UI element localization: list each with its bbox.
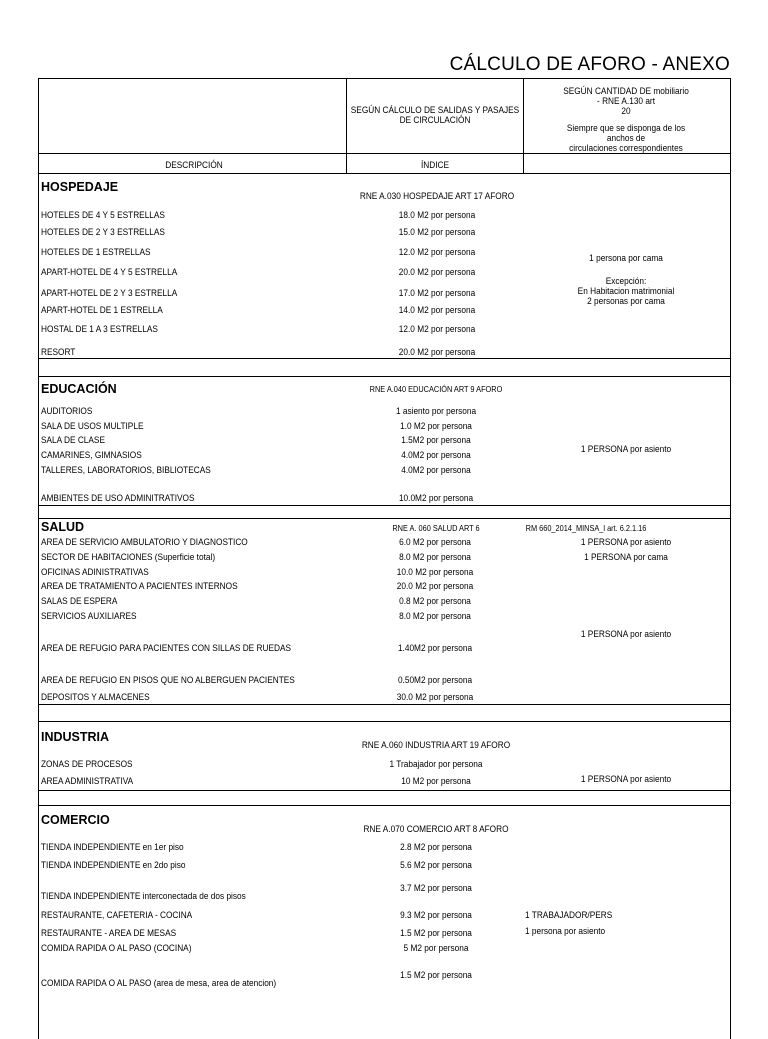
header-col2: SEGÚN CÁLCULO DE SALIDAS Y PASAJES DE CIRCULACIÓN	[350, 105, 520, 125]
section-ref: RNE A.060 INDUSTRIA ART 19 AFORO	[361, 740, 511, 750]
row-index: 1.5 M2 por persona	[400, 928, 472, 938]
row-desc: SECTOR DE HABITACIONES (Superficie total)	[41, 552, 216, 562]
row-index: 1 asiento por persona	[395, 406, 477, 416]
row-index: 8.0 M2 por persona	[399, 611, 471, 621]
row-index: 5 M2 por persona	[403, 943, 469, 953]
row-index: 0.8 M2 por persona	[399, 596, 471, 606]
row-desc: RESTAURANTE - AREA DE MESAS	[41, 928, 177, 938]
note: 1 persona por asiento	[525, 926, 606, 936]
section-title-salud: SALUD	[41, 520, 85, 534]
row-desc: DEPOSITOS Y ALMACENES	[41, 692, 150, 702]
section-ref: RNE A.030 HOSPEDAJE ART 17 AFORO	[359, 191, 515, 201]
row-desc: COMIDA RAPIDA O AL PASO (COCINA)	[41, 943, 192, 953]
row-desc: RESTAURANTE, CAFETERIA - COCINA	[41, 910, 193, 920]
section-title-comercio: COMERCIO	[41, 813, 110, 827]
row-index: 12.0 M2 por persona	[398, 247, 476, 257]
row-desc: TIENDA INDEPENDIENTE en 2do piso	[41, 860, 186, 870]
note: 1 PERSONA por asiento	[580, 774, 672, 784]
row-desc: TALLERES, LABORATORIOS, BIBLIOTECAS	[41, 465, 211, 475]
row-index: 10.0M2 por persona	[398, 493, 474, 503]
row-desc: APART-HOTEL DE 1 ESTRELLA	[41, 305, 163, 315]
divider	[38, 358, 731, 359]
row-index: 18.0 M2 por persona	[398, 210, 476, 220]
divider	[38, 173, 731, 174]
row-index: 1 Trabajador por persona	[389, 759, 483, 769]
row-index: 0.50M2 por persona	[397, 675, 473, 685]
page-title: CÁLCULO DE AFORO - ANEXO	[449, 54, 730, 75]
row-desc: HOTELES DE 4 Y 5 ESTRELLAS	[41, 210, 165, 220]
row-desc: OFICINAS ADINISTRATIVAS	[41, 567, 149, 577]
row-desc: AUDITORIOS	[41, 406, 93, 416]
row-index: 10.0 M2 por persona	[396, 567, 474, 577]
header-indice: ÍNDICE	[420, 160, 450, 170]
row-index: 4.0M2 por persona	[401, 450, 471, 460]
row-index: 6.0 M2 por persona	[399, 537, 471, 547]
divider	[38, 805, 731, 806]
row-index: 17.0 M2 por persona	[398, 288, 476, 298]
divider	[38, 505, 731, 506]
row-desc: AREA DE TRATAMIENTO A PACIENTES INTERNOS	[41, 581, 238, 591]
row-index: 15.0 M2 por persona	[398, 227, 476, 237]
section-title-industria: INDUSTRIA	[41, 730, 110, 744]
section-title-educacion: EDUCACIÓN	[41, 382, 117, 396]
section-ref: RNE A.040 EDUCACIÓN ART 9 AFORO	[369, 385, 503, 394]
row-desc: HOTELES DE 2 Y 3 ESTRELLAS	[41, 227, 165, 237]
row-desc: SALA DE CLASE	[41, 435, 105, 445]
row-desc: HOTELES DE 1 ESTRELLAS	[41, 247, 151, 257]
note: 1 PERSONA por asiento	[580, 444, 672, 454]
header-descripcion: DESCRIPCIÓN	[165, 160, 223, 170]
row-index: 14.0 M2 por persona	[398, 305, 476, 315]
row-index: 1.5 M2 por persona	[400, 970, 472, 980]
row-desc: RESORT	[41, 347, 76, 357]
row-index: 5.6 M2 por persona	[400, 860, 472, 870]
section-ref: RM 660_2014_MINSA_l art. 6.2.1.16	[525, 524, 647, 533]
divider	[38, 790, 731, 791]
row-desc: AMBIENTES DE USO ADMINITRATIVOS	[41, 493, 195, 503]
header-col3-bottom: Siempre que se disponga de los anchos de circulaciones correspondientes	[566, 123, 686, 153]
row-index: 20.0 M2 por persona	[396, 581, 474, 591]
row-index: 3.7 M2 por persona	[400, 883, 472, 893]
row-desc: AREA DE REFUGIO EN PISOS QUE NO ALBERGUEN PACIENTES	[41, 675, 295, 685]
row-index: 30.0 M2 por persona	[396, 692, 474, 702]
row-index: 8.0 M2 por persona	[399, 552, 471, 562]
note: 1 persona por cama	[589, 253, 663, 263]
row-index: 12.0 M2 por persona	[398, 324, 476, 334]
section-title-hospedaje: HOSPEDAJE	[41, 180, 119, 194]
row-index: 20.0 M2 por persona	[398, 267, 476, 277]
divider	[38, 153, 731, 154]
row-index: 2.8 M2 por persona	[400, 842, 472, 852]
row-desc: AREA DE REFUGIO PARA PACIENTES CON SILLAS DE RUEDAS	[41, 643, 292, 653]
row-desc: AREA DE SERVICIO AMBULATORIO Y DIAGNOSTICO	[41, 537, 248, 547]
divider	[38, 704, 731, 705]
note: 1 TRABAJADOR/PERS	[525, 910, 613, 920]
row-desc: HOSTAL DE 1 A 3 ESTRELLAS	[41, 324, 158, 334]
row-desc: APART-HOTEL DE 4 Y 5 ESTRELLA	[41, 267, 178, 277]
divider	[38, 721, 731, 722]
divider	[38, 376, 731, 377]
row-index: 1.0 M2 por persona	[400, 421, 472, 431]
row-desc: COMIDA RAPIDA O AL PASO (area de mesa, area de atencion)	[41, 978, 277, 988]
row-desc: SALA DE USOS MULTIPLE	[41, 421, 144, 431]
row-desc: AREA ADMINISTRATIVA	[41, 776, 134, 786]
row-desc: APART-HOTEL DE 2 Y 3 ESTRELLA	[41, 288, 178, 298]
header-col3-top: SEGÚN CANTIDAD DE mobiliario - RNE A.130 art 20	[563, 86, 689, 116]
row-desc: TIENDA INDEPENDIENTE en 1er piso	[41, 842, 184, 852]
note: 1 PERSONA por asiento	[580, 537, 672, 547]
divider	[38, 518, 731, 519]
row-index: 9.3 M2 por persona	[400, 910, 472, 920]
note: Excepción: En Habitacion matrimonial 2 personas por cama	[577, 276, 675, 306]
section-ref: RNE A. 060 SALUD ART 6	[392, 524, 480, 533]
row-desc: TIENDA INDEPENDIENTE interconectada de dos pisos	[41, 891, 246, 901]
row-desc: SERVICIOS AUXILIARES	[41, 611, 137, 621]
row-index: 4.0M2 por persona	[401, 465, 471, 475]
row-desc: ZONAS DE PROCESOS	[41, 759, 133, 769]
divider	[346, 78, 347, 173]
row-index: 20.0 M2 por persona	[398, 347, 476, 357]
row-desc: CAMARINES, GIMNASIOS	[41, 450, 142, 460]
row-index: 1.40M2 por persona	[397, 643, 473, 653]
row-desc: SALAS DE ESPERA	[41, 596, 118, 606]
divider	[523, 78, 524, 173]
note: 1 PERSONA por asiento	[580, 629, 672, 639]
note: 1 PERSONA por cama	[584, 552, 668, 562]
section-ref: RNE A.070 COMERCIO ART 8 AFORO	[363, 824, 509, 834]
row-index: 10 M2 por persona	[401, 776, 471, 786]
row-index: 1.5M2 por persona	[401, 435, 471, 445]
